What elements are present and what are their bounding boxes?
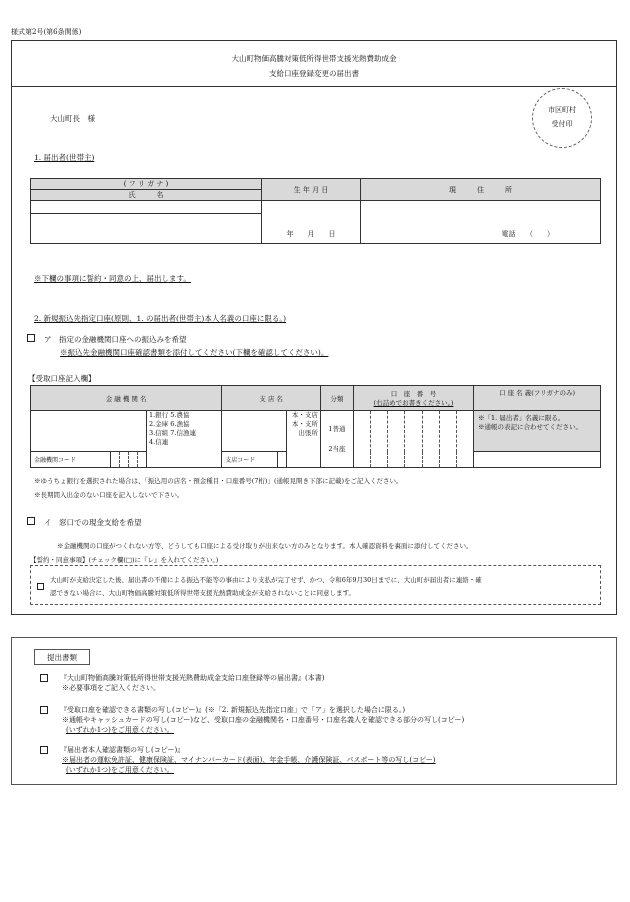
account-digit-4[interactable] xyxy=(405,411,422,468)
account-type-1: 1普通 xyxy=(328,425,346,433)
account-type-header: 分類 xyxy=(320,386,353,411)
section1-heading: 1. 届出者(世帯主) xyxy=(34,153,95,162)
branch-name-header: 支 店 名 xyxy=(222,386,321,411)
pledge-box xyxy=(30,565,601,605)
bank-code-digit-1[interactable] xyxy=(111,452,120,468)
name-header: 氏 名 xyxy=(31,190,262,201)
form-title-line1: 大山町物価高騰対策低所得世帯支援光熱費助成金 xyxy=(231,54,397,63)
bank-type-1: 1.銀行 5.農協 xyxy=(149,411,190,419)
holder-note-1: ※「1. 届出者」名義に限る。 xyxy=(478,414,565,422)
option-a-note: ※振込先金融機関口座確認書類を添付してください(下欄を確認してください)。 xyxy=(60,348,329,357)
option-b-note: ※金融機関の口座がつくれない方等、どうしても口座による受け取りが出来ない方のみとなります。本人確認資料を裏面に添付してください。 xyxy=(57,542,473,550)
section2-heading: 2. 新規振込先指定口座(原則、1. の届出者(世帯主)本人名義の口座に限る。) xyxy=(34,314,287,323)
bank-name-header: 金 融 機 関 名 xyxy=(31,386,222,411)
branch-code-label: 支店コード xyxy=(222,452,278,468)
bank-type-list[interactable] xyxy=(147,411,222,468)
doc-item-3-line3: (いずれか1つ)をご用意ください。 xyxy=(66,766,174,774)
doc-item-2-line1: 『受取口座を確認できる書類の写し(コピー)』(※「2. 新規振込先指定口座」で「ア」を選択した場合に限る。) xyxy=(60,706,406,714)
account-digit-2[interactable] xyxy=(371,411,388,468)
doc-checkbox-2[interactable] xyxy=(40,706,48,714)
doc-item-1 xyxy=(60,673,324,693)
doc-item-3-line2: ※届出者の運転免許証、健康保険証、マイナンバーカード(表面)、年金手帳、介護保険証、パスポート等の写し(コピー) xyxy=(62,756,436,764)
address-header: 現 住 所 xyxy=(361,179,601,201)
branch-type-3: 出張所 xyxy=(298,429,318,437)
reception-stamp-area xyxy=(532,88,592,148)
account-table xyxy=(30,385,601,468)
consent-note: ※下欄の事項に誓約・同意の上、届出します。 xyxy=(34,274,191,283)
form-frame xyxy=(11,40,617,615)
name-input[interactable] xyxy=(31,214,262,244)
option-b-label: イ 窓口での現金支給を希望 xyxy=(44,518,142,527)
dob-input[interactable]: 年 月 日 xyxy=(262,201,361,244)
holder-header: 口 座 名 義(フリガナのみ) xyxy=(474,386,601,411)
doc-item-2-line2: ※通帳やキャッシュカードの写し(コピー)など、受取口座の金融機関名・口座番号・口座名義人を確認できる部分の写し(コピー) xyxy=(62,716,465,724)
longterm-note: ※長期間入出金のない口座を記入しないで下さい。 xyxy=(34,491,184,499)
branch-type-2: 本・支所 xyxy=(291,420,318,428)
option-b-checkbox[interactable] xyxy=(27,517,35,525)
form-title-line2: 支給口座登録変更の届出書 xyxy=(269,69,359,78)
stamp-line2: 受付印 xyxy=(551,120,573,128)
bank-type-2: 2.金庫 6.漁協 xyxy=(149,420,190,428)
pledge-checkbox[interactable] xyxy=(37,582,44,590)
doc-item-2-line3: (いずれか1つ)をご用意ください。 xyxy=(66,726,174,734)
holder-notes xyxy=(474,411,601,452)
bank-code-digit-4[interactable] xyxy=(138,452,147,468)
branch-type-list[interactable] xyxy=(287,411,321,468)
doc-item-3 xyxy=(60,745,436,775)
stamp-line1: 市区町村 xyxy=(548,106,576,114)
doc-checkbox-1[interactable] xyxy=(40,674,48,682)
branch-code-digit-2[interactable] xyxy=(474,452,601,468)
account-type-list[interactable] xyxy=(320,411,353,468)
addressee: 大山町長 様 xyxy=(50,114,95,123)
documents-title: 提出書類 xyxy=(34,649,90,665)
doc-item-3-line1: 『届出者本人確認書類の写し(コピー)』 xyxy=(60,746,185,754)
bank-type-3: 3.信組 7.信漁連 xyxy=(149,429,196,437)
bank-code-label: 金融機関コード xyxy=(31,452,111,468)
option-a-label: ア 指定の金融機関口座への振込みを希望 xyxy=(44,335,187,344)
doc-item-1-line1: 『大山町物価高騰対策低所得世帯支援光熱費助成金支給口座登録等の届出書』(本書) xyxy=(60,674,325,682)
account-digit-6[interactable] xyxy=(439,411,456,468)
doc-item-1-line2: ※必要事項をご記入ください。 xyxy=(62,684,160,692)
account-digit-3[interactable] xyxy=(388,411,405,468)
account-number-header xyxy=(353,386,473,411)
address-input[interactable]: 電話 （ ） xyxy=(361,201,601,244)
pledge-text-1: 大山町が支給決定した後、届出書の不備による振込不能等の事由により支払が完了せず、かつ、令和6年9月30日までに、大山町が届出者に連絡・確 xyxy=(50,576,482,584)
pledge-heading: 【誓約・同意事項】(チェック欄(□)に『レ』を入れてください。) xyxy=(30,556,219,564)
pledge-text-2: 認できない場合に、大山町物価高騰対策低所得世帯支援光熱費助成金が支給されないことに同意します。 xyxy=(50,589,355,597)
receiving-account-label: 【受取口座記入欄】 xyxy=(28,374,96,383)
option-a-checkbox[interactable] xyxy=(27,334,35,342)
form-number: 様式第2号(第6条関係) xyxy=(11,28,82,36)
bank-name-input[interactable] xyxy=(31,411,147,452)
applicant-table xyxy=(30,178,601,244)
title-area xyxy=(11,40,617,87)
doc-item-2 xyxy=(60,705,464,735)
account-digit-1[interactable] xyxy=(353,411,370,468)
account-digit-5[interactable] xyxy=(422,411,439,468)
account-number-title: 口 座 番 号 xyxy=(390,390,437,398)
doc-checkbox-3[interactable] xyxy=(40,746,48,754)
account-digit-7[interactable] xyxy=(456,411,473,468)
furigana-input[interactable] xyxy=(31,201,262,214)
branch-name-input[interactable] xyxy=(222,411,287,452)
account-number-subtitle: (右詰めでお書きください。) xyxy=(373,399,454,407)
holder-note-2: ※通帳の表記に合わせてください。 xyxy=(478,423,583,431)
branch-type-1: 本・支店 xyxy=(291,411,318,419)
branch-code-digit-1[interactable] xyxy=(278,452,287,468)
account-type-2: 2当座 xyxy=(328,445,346,453)
bank-code-digit-2[interactable] xyxy=(120,452,129,468)
dob-header: 生 年 月 日 xyxy=(262,179,361,201)
yucho-note: ※ゆうちょ銀行を選択された場合は、「振込用の店名・預金種目・口座番号(7桁)」(通帳見開き下部に記載)をご記入ください。 xyxy=(34,477,403,485)
bank-type-4: 4.信連 xyxy=(149,438,169,446)
bank-code-digit-3[interactable] xyxy=(129,452,138,468)
furigana-header: ( フ リ ガ ナ ) xyxy=(31,179,262,190)
